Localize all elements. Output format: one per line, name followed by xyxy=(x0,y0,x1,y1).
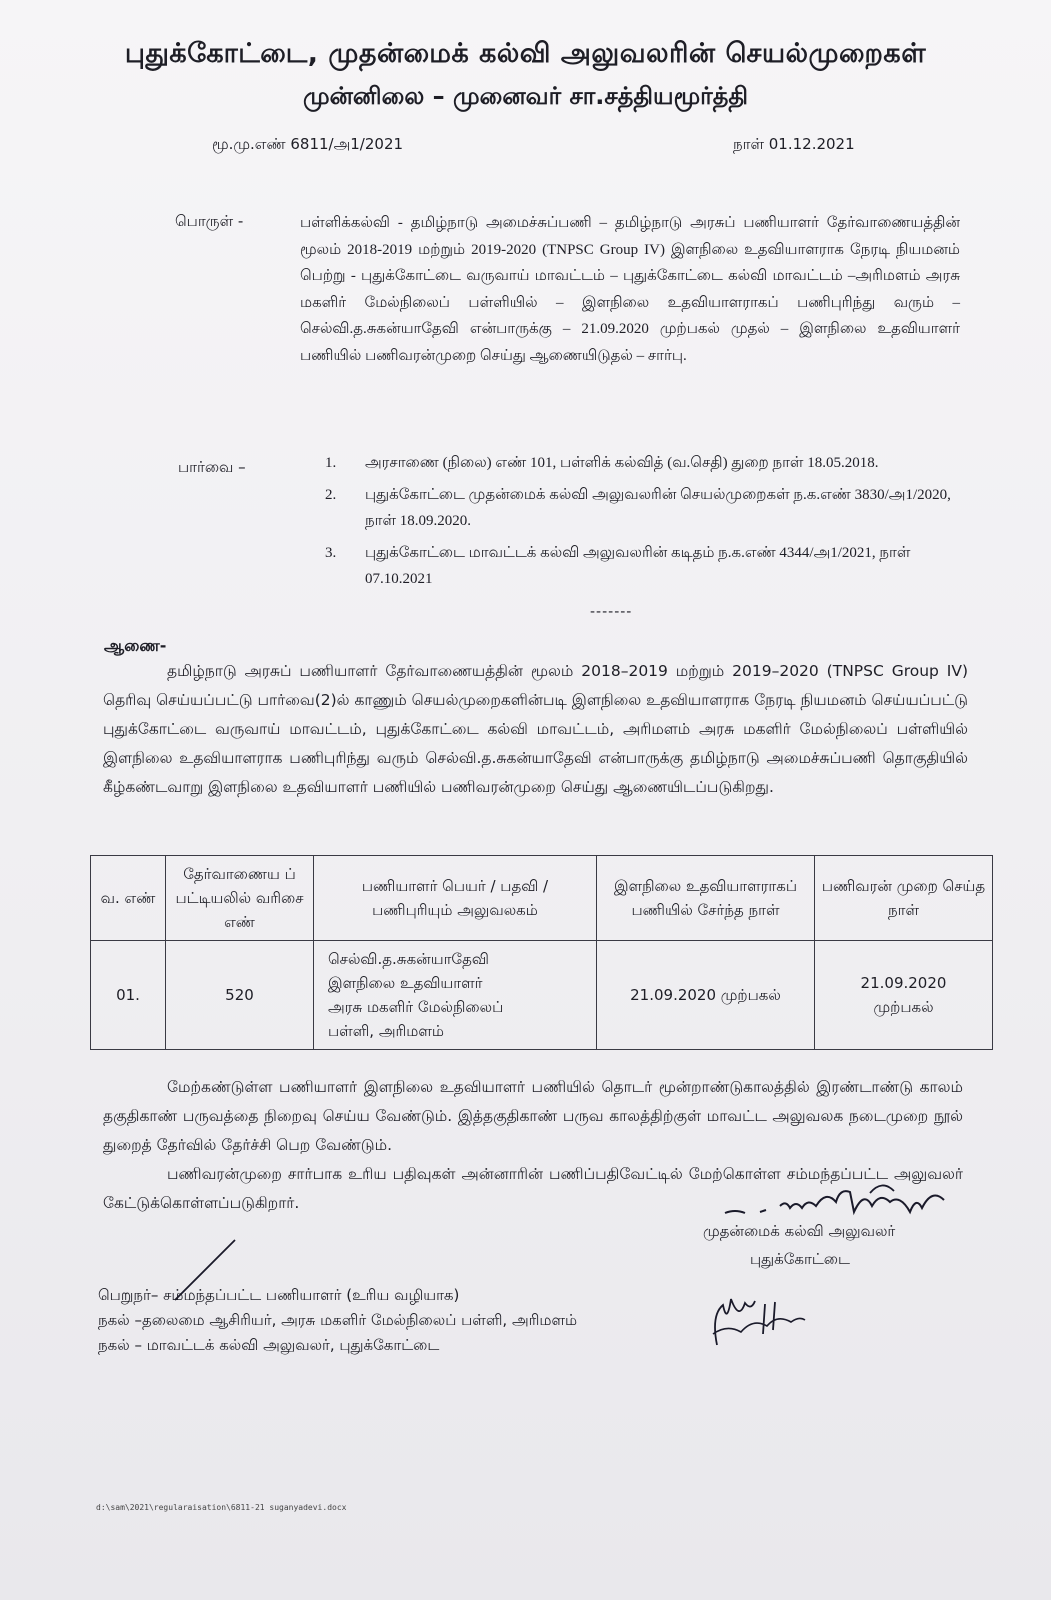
order-heading: ஆணை- xyxy=(104,636,167,655)
regularised-date: 21.09.2020 xyxy=(860,974,947,992)
cell-serial: 01. xyxy=(91,941,166,1050)
section-separator: ------- xyxy=(590,604,633,620)
copy-line: நகல் – மாவட்டக் கல்வி அலுவலர், புதுக்கோட்டை xyxy=(98,1336,440,1354)
service-record-paragraph: பணிவரன்முறை சார்பாக உரிய பதிவுகள் அன்னாரின் பணிப்பதிவேட்டில் மேற்கொள்ள சம்மந்தப்பட்ட அலுவலர் கேட்டுக்கொள்ளப்படுகிறார். xyxy=(103,1165,963,1212)
reference-text-1: அரசாணை (நிலை) எண் 101, பள்ளிக் கல்வித் (வ.செதி) துறை நாள் 18.05.2018. xyxy=(365,455,879,471)
signatory-title: முதன்மைக் கல்வி அலுவலர் xyxy=(703,1222,896,1240)
header-joined: இளநிலை உதவியாளராகப் பணியில் சேர்ந்த நாள் xyxy=(597,856,815,941)
reference-number-1: 1. xyxy=(325,455,337,471)
reference-number: மூ.மு.எண் 6811/அ1/2021 xyxy=(212,135,404,153)
initials-scribble xyxy=(705,1290,815,1350)
document-date: நாள் 01.12.2021 xyxy=(733,135,855,153)
cell-regularised xyxy=(815,941,993,1050)
references-list xyxy=(325,450,960,598)
signature-scribble xyxy=(720,1178,980,1228)
employee-designation: இளநிலை உதவியாளர் xyxy=(328,974,483,992)
reference-item xyxy=(325,450,960,476)
cell-rank: 520 xyxy=(166,941,314,1050)
reference-number-3: 3. xyxy=(325,545,337,561)
file-path: d:\sam\2021\regularaisation\6811-21 suganyadevi.docx xyxy=(96,1503,347,1512)
reference-item xyxy=(325,540,960,592)
reference-item xyxy=(325,482,960,534)
employee-name: செல்வி.த.சுகன்யாதேவி xyxy=(328,950,489,968)
recipients-block xyxy=(98,1283,577,1358)
header-name: பணியாளர் பெயர் / பதவி / பணிபுரியும் அலுவலகம் xyxy=(314,856,597,941)
copy-line: நகல் –தலைமை ஆசிரியர், அரசு மகளிர் மேல்நிலைப் பள்ளி, அரிமளம் xyxy=(98,1311,578,1329)
employee-office-line2: பள்ளி, அரிமளம் xyxy=(328,1022,444,1040)
reference-text-3: புதுக்கோட்டை மாவட்டக் கல்வி அலுவலரின் கடிதம் ந.க.எண் 4344/அ1/2021, நாள் 07.10.2021 xyxy=(365,545,911,587)
regularised-session: முற்பகல் xyxy=(873,998,934,1016)
header-rank: தேர்வாணைய ப் பட்டியலில் வரிசை எண் xyxy=(166,856,314,941)
table-header-row xyxy=(91,856,993,941)
header-regularised: பணிவரன் முறை செய்த நாள் xyxy=(815,856,993,941)
document-title: புதுக்கோட்டை, முதன்மைக் கல்வி அலுவலரின் செயல்முறைகள் xyxy=(124,38,927,69)
table-row xyxy=(91,941,993,1050)
regularisation-table xyxy=(90,855,993,1050)
header-serial: வ. எண் xyxy=(91,856,166,941)
reference-text-2: புதுக்கோட்டை முதன்மைக் கல்வி அலுவலரின் செயல்முறைகள் ந.க.எண் 3830/அ1/2020, நாள் 18.09.2020. xyxy=(365,487,951,529)
references-label: பார்வை – xyxy=(178,458,246,476)
recipient-line: பெறுநர்– சம்மந்தப்பட்ட பணியாளர் (உரிய வழியாக) xyxy=(98,1286,460,1304)
order-text: தமிழ்நாடு அரசுப் பணியாளர் தேர்வாணையத்தின் மூலம் 2018–2019 மற்றும் 2019–2020 (TNPSC Group IV) தெரிவு செய்யப்பட்டு பார்வை(2)ல் காணும் செயல்முறைகளின்படி இளநிலை உதவியாளராக நேரடி நியமனம் செய்யப்பட்டு புதுக்கோட்டை வருவாய் மாவட்டம், புதுக்கோட்டை கல்வி மாவட்டம், அரிமளம் அரசு மகளிர் மேல்நிலைப் பள்ளியில் இளநிலை உதவியாளராக பணிபுரிந்து வரும் செல்வி.த.சுகன்யாதேவி என்பாருக்கு தமிழ்நாடு அமைச்சுப்பணி தொகுதியில் கீழ்கண்டவாறு இளநிலை உதவியாளர் பணியில் பணிவரன்முறை செய்து ஆணையிடப்படுகிறது. xyxy=(103,662,968,796)
cell-name xyxy=(314,941,597,1050)
subject-label: பொருள் - xyxy=(175,212,244,230)
probation-paragraph: மேற்கண்டுள்ள பணியாளர் இளநிலை உதவியாளர் பணியில் தொடர் மூன்றாண்டுகாலத்தில் இரண்டாண்டு காலம் தகுதிகாண் பருவத்தை நிறைவு செய்ய வேண்டும். இத்தகுதிகாண் பருவ காலத்திற்குள் மாவட்ட அலுவலக நடைமுறை நூல் துறைத் தேர்வில் தேர்ச்சி பெற வேண்டும். xyxy=(103,1078,963,1154)
reference-number-2: 2. xyxy=(325,487,337,503)
cell-joined: 21.09.2020 முற்பகல் xyxy=(597,941,815,1050)
signatory-place: புதுக்கோட்டை xyxy=(750,1250,850,1268)
subject-text: பள்ளிக்கல்வி - தமிழ்நாடு அமைச்சுப்பணி – தமிழ்நாடு அரசுப் பணியாளர் தேர்வாணையத்தின் மூலம் 2018-2019 மற்றும் 2019-2020 (TNPSC Group IV) இளநிலை உதவியாளராக நேரடி நியமனம் பெற்று - புதுக்கோட்டை வருவாய் மாவட்டம் – புதுக்கோட்டை கல்வி மாவட்டம் –அரிமளம் அரசு மகளிர் மேல்நிலைப் பள்ளியில் – இளநிலை உதவியாளராகப் பணிபுரிந்து வரும் – செல்வி.த.சுகன்யாதேவி என்பாருக்கு – 21.09.2020 முற்பகல் முதல் – இளநிலை உதவியாளர் பணியில் பணிவரன்முறை செய்து ஆணையிடுதல் – சார்பு. xyxy=(300,215,960,364)
employee-office-line1: அரசு மகளிர் மேல்நிலைப் xyxy=(328,998,504,1016)
document-subtitle: முன்னிலை – முனைவர் சா.சத்தியமூர்த்தி xyxy=(303,82,748,110)
